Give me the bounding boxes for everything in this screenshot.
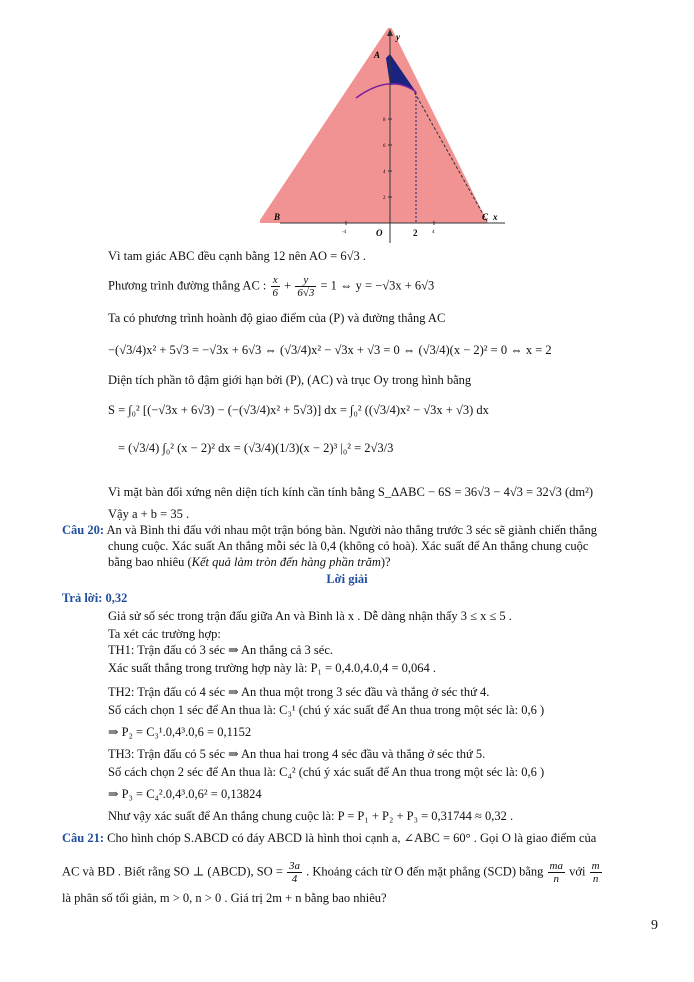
tick-label-y4: 4 [383, 170, 386, 175]
q20-sol4: Xác suất thắng trong trường hợp này là: P₁ = 0,4.0,4.0,4 = 0,064 . [108, 661, 436, 675]
q20-sol9: Số cách chọn 2 séc để An thua là: C₄² (chú ý xác suất để An thua trong một séc là: 0,6 ) [108, 765, 545, 779]
tick-label-m4: -4 [342, 230, 347, 235]
frac-num: m [591, 860, 600, 872]
label-2: 2 [413, 228, 418, 238]
frac-num: x [271, 274, 281, 287]
q20-text3b: Kết quả làm tròn đến hàng phần trăm [191, 555, 381, 569]
q21-label: Câu 21: [62, 831, 105, 845]
frac-num: ma [549, 860, 563, 872]
q20-text3a: bằng bao nhiêu ( [108, 555, 192, 569]
page-number: 9 [651, 918, 658, 933]
label-y: y [396, 32, 400, 42]
frac-den: 4 [291, 873, 298, 885]
q20-line3 [108, 554, 391, 570]
frac-num: 3a [289, 860, 301, 872]
sol19-line1: Vì tam giác ABC đều cạnh bằng 12 nên AO = 6√3 . [108, 249, 366, 263]
sol19-line8: Vì mặt bàn đối xứng nên diện tích kính cần tính bằng S_ΔABC − 6S = 36√3 − 4√3 = 32√3 (dm²) [108, 485, 594, 499]
q20-label: Câu 20: [62, 523, 105, 537]
q20-line1 [62, 522, 597, 538]
q21-line1 [62, 830, 596, 846]
frac-3a-4 [287, 860, 302, 885]
q21-text1: Cho hình chóp S.ABCD có đáy ABCD là hình thoi cạnh a, ∠ABC = 60° . Gọi O là giao điểm của [104, 831, 597, 845]
frac-ma-n [548, 860, 565, 885]
q20-sol3: TH1: Trận đấu có 3 séc ⇒ An thắng cả 3 séc. [108, 643, 334, 657]
q20-sol5: TH2: Trận đấu có 4 séc ⇒ An thua một trong 3 séc đầu và thắng ở séc thứ 4. [108, 685, 490, 699]
frac-m-n [590, 860, 602, 885]
frac-den: n [592, 873, 599, 885]
label-C: C [482, 212, 489, 222]
sol19-line5: Diện tích phần tô đậm giới hạn bởi (P), (AC) và trục Oy trong hình bằng [108, 373, 472, 387]
sol19-line7: = (√3/4) ∫₀² (x − 2)² dx = (√3/4)(1/3)(x − 2)³ |₀² = 2√3/3 [118, 441, 394, 455]
sol19-line6: S = ∫₀² [(−√3x + 6√3) − (−(√3/4)x² + 5√3)] dx = ∫₀² ((√3/4)x² − √3x + √3) dx [108, 403, 489, 417]
sol19-line4: −(√3/4)x² + 5√3 = −√3x + 6√3 ⇔ (√3/4)x² − √3x + √3 = 0 ⇔ (√3/4)(x − 2)² = 0 ⇔ x = 2 [108, 343, 552, 357]
tick-label-y8: 8 [383, 118, 386, 123]
q20-sol8: TH3: Trận đấu có 5 séc ⇒ An thua hai trong 4 séc đầu và thắng ở séc thứ 5. [108, 747, 486, 761]
frac-y-6sqrt3 [295, 274, 316, 299]
label-A: A [374, 50, 381, 60]
triangle-figure [260, 28, 510, 248]
q21-line2 [62, 860, 603, 885]
solution-title: Lời giải [326, 572, 368, 586]
q20-sol10: ⇒ P₃ = C₄².0,4³.0,6² = 0,13824 [108, 787, 262, 801]
q21-line3: là phân số tối giản, m > 0, n > 0 . Giá trị 2m + n bằng bao nhiêu? [62, 891, 387, 905]
label-x: x [493, 212, 498, 222]
q20-sol2: Ta xét các trường hợp: [108, 627, 221, 641]
frac-den: 6 [272, 287, 278, 299]
tick-label-y2: 2 [383, 196, 386, 201]
frac-den: n [553, 873, 560, 885]
q20-sol6: Số cách chọn 1 séc để An thua là: C₃¹ (chú ý xác suất để An thua trong một séc là: 0,6 ) [108, 703, 545, 717]
frac-den: 6√3 [297, 287, 315, 299]
q21-text2a: AC và BD . Biết rằng SO ⊥ (ABCD), SO = [62, 864, 283, 879]
frac-num: y [295, 274, 316, 287]
sol19-line3: Ta có phương trình hoành độ giao điểm của (P) và đường thẳng AC [108, 311, 446, 325]
q20-answer: Trả lời: 0,32 [62, 591, 128, 605]
sol19-line2-prefix: Phương trình đường thẳng AC : [108, 278, 267, 293]
label-B: B [274, 212, 281, 222]
sol19-line2: Phương trình đường thẳng AC : $\frac{x}{6}$ + $\frac{y}{6√3}$ = 1 ⇔ y = −√3x + 6√3 [108, 274, 435, 299]
tick-label-4: 4 [432, 230, 435, 235]
q20-sol1: Giả sử số séc trong trận đấu giữa An và Bình là x . Dễ dàng nhận thấy 3 ≤ x ≤ 5 . [108, 609, 512, 623]
q21-text2g: với [569, 864, 586, 879]
sol19-line2-suffix: = 1 ⇔ y = −√3x + 6√3 [320, 278, 435, 293]
q20-sol7: ⇒ P₂ = C₃¹.0,4³.0,6 = 0,1152 [108, 725, 252, 739]
q20-text1: An và Bình thi đấu với nhau một trận bóng bàn. Người nào thắng trước 3 séc sẽ giành chiến thắng [104, 523, 598, 537]
q20-line2: chung cuộc. Xác suất An thắng mỗi séc là 0,4 (không có hoà). Xác suất để An thắng chung cuộc [108, 539, 589, 553]
frac-x-6 [271, 274, 281, 299]
q21-text2d: . Khoảng cách từ O đến mặt phẳng (SCD) bằng [306, 864, 544, 879]
q20-sol11: Như vậy xác suất để An thắng chung cuộc là: P = P₁ + P₂ + P₃ = 0,31744 ≈ 0,32 . [108, 809, 514, 823]
tick-label-y6: 6 [383, 144, 386, 149]
label-O: O [376, 228, 383, 238]
q20-text3c: )? [380, 555, 391, 569]
sol19-line9: Vậy a + b = 35 . [108, 507, 190, 521]
